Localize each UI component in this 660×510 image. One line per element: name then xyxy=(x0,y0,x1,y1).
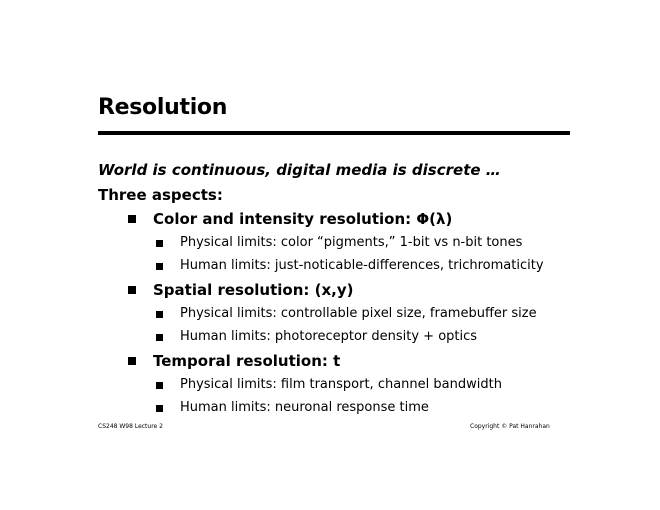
list-item xyxy=(156,397,429,419)
list-item xyxy=(156,303,537,325)
list-item-text: Physical limits: film transport, channel bandwidth xyxy=(180,377,502,392)
section-label: Spatial resolution: (x,y) xyxy=(153,281,354,299)
square-bullet-icon xyxy=(156,240,163,247)
list-item-text: Human limits: neuronal response time xyxy=(180,400,429,415)
square-bullet-icon xyxy=(156,382,163,389)
square-bullet-icon xyxy=(156,405,163,412)
footer-copyright: Copyright © Pat Hanrahan xyxy=(470,423,550,430)
list-item-text: Human limits: photoreceptor density + optics xyxy=(180,329,478,344)
section-label: Temporal resolution: t xyxy=(153,352,341,370)
list-item xyxy=(156,232,522,254)
list-item-text: Physical limits: color “pigments,” 1-bit vs n-bit tones xyxy=(180,235,523,250)
list-item xyxy=(156,255,544,277)
footer-course-label: CS248 W98 Lecture 2 xyxy=(98,423,163,430)
section-temporal xyxy=(128,350,340,372)
list-item-text: Physical limits: controllable pixel size, framebuffer size xyxy=(180,306,537,321)
slide-title: Resolution xyxy=(98,95,228,120)
section-spatial xyxy=(128,279,353,301)
square-bullet-icon xyxy=(128,286,136,294)
aspects-heading: Three aspects: xyxy=(98,186,223,204)
list-item xyxy=(156,326,477,348)
section-label: Color and intensity resolution: Φ(λ) xyxy=(153,210,453,228)
section-color-intensity xyxy=(128,208,452,230)
list-item xyxy=(156,374,502,396)
square-bullet-icon xyxy=(156,311,163,318)
title-rule xyxy=(98,131,570,135)
square-bullet-icon xyxy=(128,357,136,365)
square-bullet-icon xyxy=(156,334,163,341)
square-bullet-icon xyxy=(128,215,136,223)
square-bullet-icon xyxy=(156,263,163,270)
list-item-text: Human limits: just-noticable-differences, trichromaticity xyxy=(180,258,544,273)
lead-statement: World is continuous, digital media is discrete … xyxy=(98,161,501,179)
